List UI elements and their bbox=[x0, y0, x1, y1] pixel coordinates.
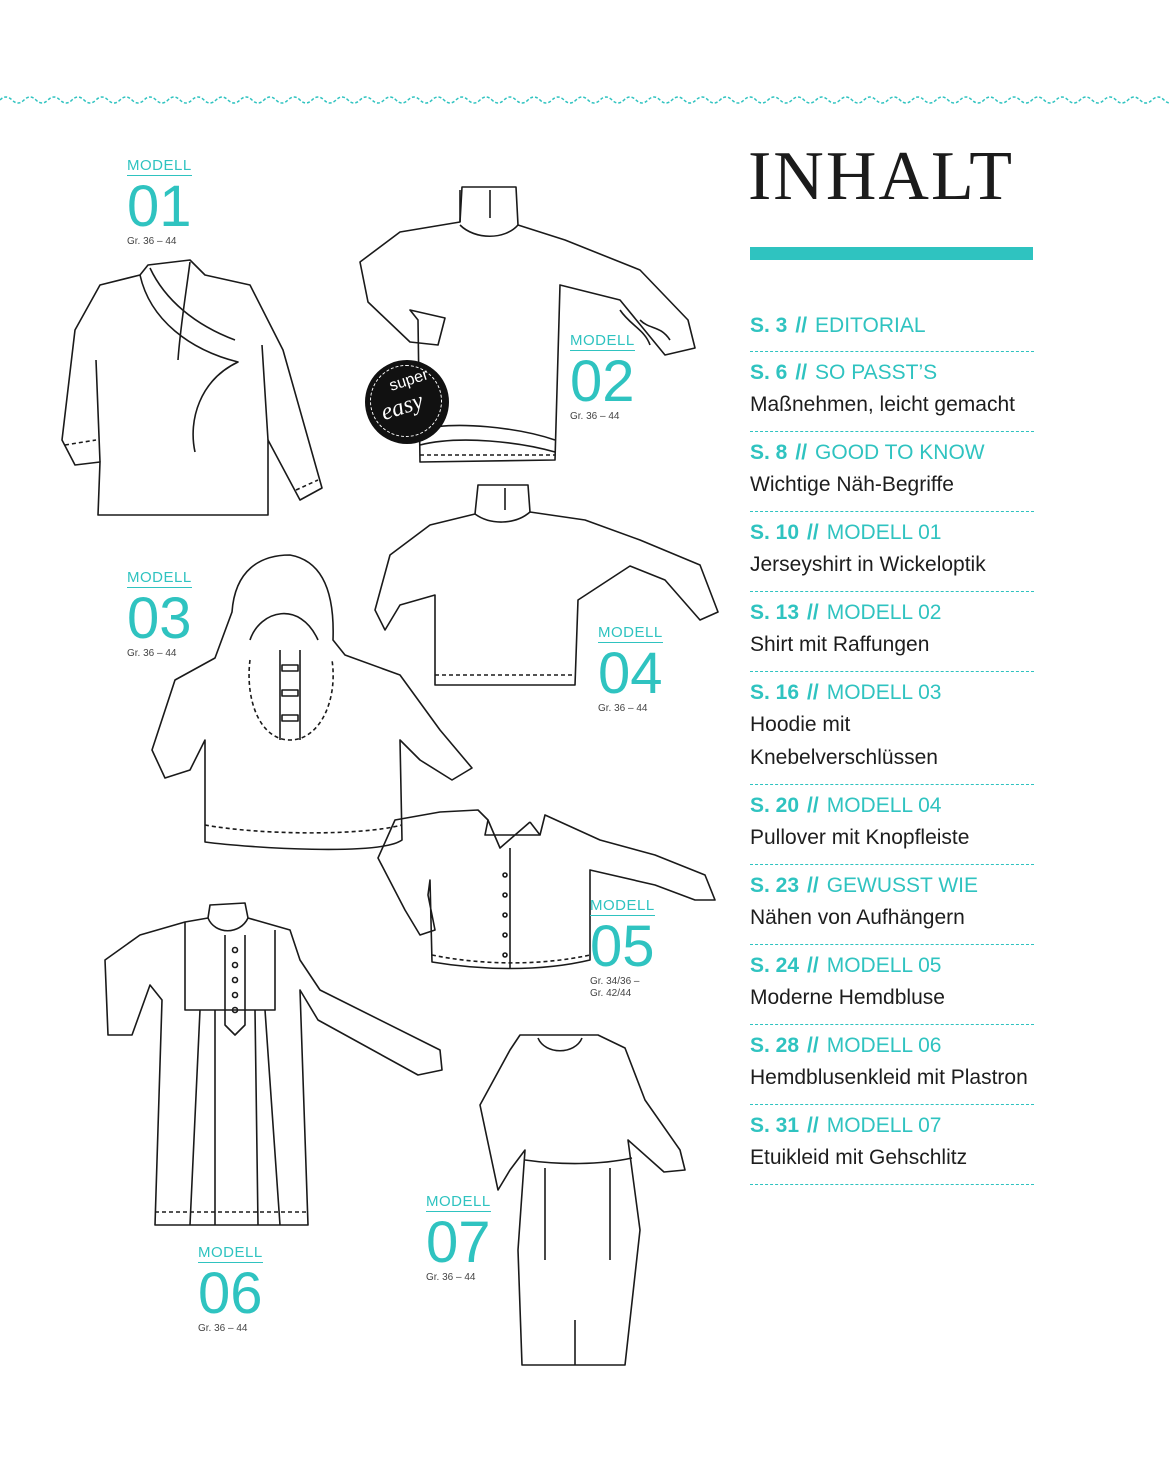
modell-05-label bbox=[590, 897, 655, 1000]
toc-page-number: S. 10 bbox=[750, 521, 800, 544]
modell-caption: MODELL bbox=[127, 157, 192, 174]
modell-number: 02 bbox=[570, 349, 635, 414]
toc-separator: // bbox=[807, 794, 819, 817]
toc-item[interactable] bbox=[750, 945, 1034, 1025]
toc-page-number: S. 28 bbox=[750, 1034, 800, 1057]
toc-topic: MODELL 07 bbox=[826, 1114, 942, 1137]
modell-caption: MODELL bbox=[570, 332, 635, 349]
modell-number: 05 bbox=[590, 914, 655, 979]
toc-page-number: S. 23 bbox=[750, 874, 800, 897]
toc-separator: // bbox=[807, 1034, 819, 1057]
modell-01-label bbox=[127, 157, 192, 248]
toc-heading bbox=[750, 1031, 1034, 1061]
toc-item[interactable] bbox=[750, 512, 1034, 592]
toc-page-number: S. 31 bbox=[750, 1114, 800, 1137]
modell-number: 06 bbox=[198, 1261, 263, 1326]
toc-heading bbox=[750, 438, 1034, 468]
toc-item[interactable] bbox=[750, 432, 1034, 512]
toc-heading bbox=[750, 791, 1034, 821]
toc-description: Shirt mit Raffungen bbox=[750, 633, 930, 656]
toc-item[interactable] bbox=[750, 352, 1034, 432]
toc-separator: // bbox=[807, 681, 819, 704]
sketch-modell-05 bbox=[378, 810, 715, 969]
toc-page-number: S. 6 bbox=[750, 361, 788, 384]
table-of-contents bbox=[750, 305, 1034, 1185]
super-easy-badge bbox=[365, 360, 449, 444]
page-title: INHALT bbox=[748, 138, 1015, 215]
modell-caption: MODELL bbox=[590, 897, 655, 914]
toc-separator: // bbox=[795, 361, 808, 384]
toc-topic: GEWUSST WIE bbox=[826, 874, 979, 897]
modell-caption: MODELL bbox=[598, 624, 663, 641]
toc-item[interactable] bbox=[750, 865, 1034, 945]
modell-sizes: Gr. 34/36 – bbox=[590, 976, 640, 987]
toc-description: Jerseyshirt in Wickeloptik bbox=[750, 553, 986, 576]
toc-page-number: S. 24 bbox=[750, 954, 800, 977]
toc-heading bbox=[750, 1111, 1034, 1141]
toc-description: Wichtige Näh-Begriffe bbox=[750, 473, 954, 496]
toc-heading bbox=[750, 358, 1034, 388]
toc-topic: MODELL 02 bbox=[826, 601, 942, 624]
toc-description: Maßnehmen, leicht gemacht bbox=[750, 393, 1015, 416]
modell-sizes-line-2: Gr. 42/44 bbox=[590, 988, 632, 999]
toc-topic: MODELL 06 bbox=[826, 1034, 942, 1057]
toc-item[interactable] bbox=[750, 785, 1034, 865]
toc-heading bbox=[750, 678, 1034, 708]
toc-description: Hemdblusenkleid mit Plastron bbox=[750, 1066, 1028, 1089]
modell-caption: MODELL bbox=[198, 1244, 263, 1261]
toc-description: Pullover mit Knopfleiste bbox=[750, 826, 970, 849]
modell-06-label bbox=[198, 1244, 263, 1335]
toc-page-number: S. 16 bbox=[750, 681, 800, 704]
title-underline-bar bbox=[750, 247, 1033, 260]
modell-number: 01 bbox=[127, 174, 192, 239]
toc-page-number: S. 20 bbox=[750, 794, 800, 817]
toc-heading bbox=[750, 311, 1034, 341]
toc-item[interactable] bbox=[750, 672, 1034, 785]
modell-04-label bbox=[598, 624, 663, 715]
modell-03-label bbox=[127, 569, 192, 660]
toc-description: Nähen von Aufhängern bbox=[750, 906, 965, 929]
toc-heading bbox=[750, 518, 1034, 548]
modell-caption: MODELL bbox=[127, 569, 192, 586]
badge-line-2: easy bbox=[377, 388, 427, 426]
modell-02-label bbox=[570, 332, 635, 423]
toc-separator: // bbox=[795, 314, 808, 337]
toc-item[interactable] bbox=[750, 305, 1034, 352]
modell-number: 04 bbox=[598, 641, 663, 706]
toc-topic: EDITORIAL bbox=[815, 314, 926, 337]
toc-page-number: S. 3 bbox=[750, 314, 788, 337]
sketch-modell-03 bbox=[152, 555, 472, 849]
sketch-modell-01 bbox=[62, 260, 322, 515]
toc-separator: // bbox=[807, 1114, 819, 1137]
toc-topic: GOOD TO KNOW bbox=[815, 441, 985, 464]
modell-caption: MODELL bbox=[426, 1193, 491, 1210]
toc-separator: // bbox=[795, 441, 808, 464]
toc-separator: // bbox=[807, 874, 819, 897]
modell-sizes: Gr. 36 – 44 bbox=[426, 1272, 476, 1283]
toc-description: Hoodie mit Knebelverschlüssen bbox=[750, 713, 938, 769]
modell-sizes: Gr. 36 – 44 bbox=[127, 648, 177, 659]
modell-sizes: Gr. 36 – 44 bbox=[570, 411, 620, 422]
sketch-modell-04 bbox=[375, 485, 718, 685]
sketch-modell-06 bbox=[105, 903, 442, 1225]
badge-line-1: super bbox=[387, 366, 431, 395]
toc-separator: // bbox=[807, 521, 819, 544]
toc-heading bbox=[750, 951, 1034, 981]
toc-separator: // bbox=[807, 601, 819, 624]
modell-07-label bbox=[426, 1193, 491, 1284]
toc-description: Moderne Hemdbluse bbox=[750, 986, 945, 1009]
toc-heading bbox=[750, 871, 1034, 901]
toc-page-number: S. 8 bbox=[750, 441, 788, 464]
modell-sizes: Gr. 36 – 44 bbox=[598, 703, 648, 714]
modell-sizes: Gr. 36 – 44 bbox=[127, 236, 177, 247]
toc-item[interactable] bbox=[750, 1105, 1034, 1185]
modell-number: 07 bbox=[426, 1210, 491, 1275]
toc-topic: SO PASST’S bbox=[815, 361, 938, 384]
toc-topic: MODELL 04 bbox=[826, 794, 942, 817]
modell-sizes: Gr. 36 – 44 bbox=[198, 1323, 248, 1334]
toc-topic: MODELL 03 bbox=[826, 681, 942, 704]
toc-separator: // bbox=[807, 954, 819, 977]
toc-page-number: S. 13 bbox=[750, 601, 800, 624]
toc-item[interactable] bbox=[750, 1025, 1034, 1105]
toc-topic: MODELL 01 bbox=[826, 521, 942, 544]
modell-number: 03 bbox=[127, 586, 192, 651]
toc-description: Etuikleid mit Gehschlitz bbox=[750, 1146, 968, 1169]
toc-item[interactable] bbox=[750, 592, 1034, 672]
toc-topic: MODELL 05 bbox=[826, 954, 942, 977]
sketch-modell-07 bbox=[480, 1035, 685, 1365]
toc-heading bbox=[750, 598, 1034, 628]
